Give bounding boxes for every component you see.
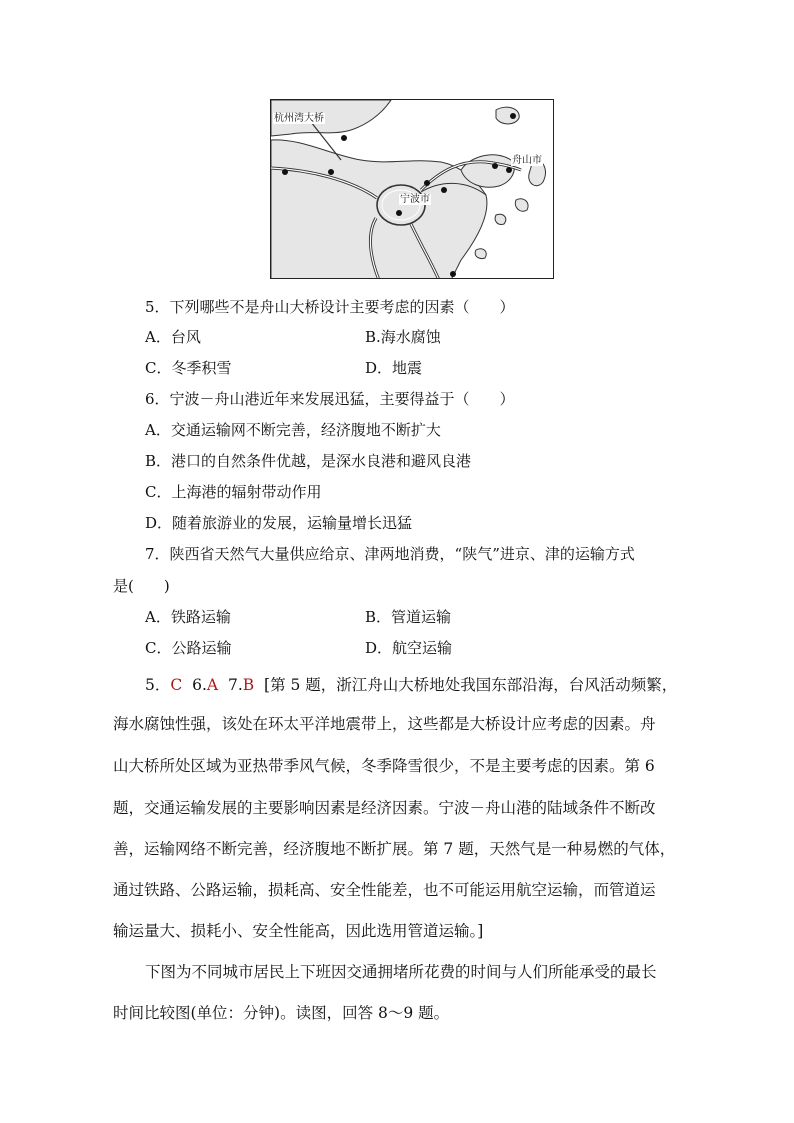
answer-key-6: A xyxy=(206,676,219,694)
explanation-line1: [第 5 题，浙江舟山大桥地处我国东部沿海，台风活动频繁， xyxy=(264,676,678,694)
explanation-line5: 善，运输网络不断完善，经济腹地不断扩展。第 7 题，天然气是一种易燃的气体， xyxy=(113,840,676,858)
q7-option-c: C．公路运输 xyxy=(145,639,232,657)
q6-option-c: C．上海港的辐射带动作用 xyxy=(145,483,322,501)
answer-number-5: 5． xyxy=(145,676,171,694)
q5-stem: 5．下列哪些不是舟山大桥设计主要考虑的因素（ ） xyxy=(145,298,515,316)
map-label-ningbo: 宁波市 xyxy=(400,194,430,205)
q6-option-b: B．港口的自然条件优越，是深水良港和避风良港 xyxy=(145,452,472,470)
zhoushan-ningbo-map xyxy=(270,99,554,279)
map-label-zhoushan: 舟山市 xyxy=(512,155,542,166)
answer-number-7: 7. xyxy=(227,676,243,694)
explanation-line2: 海水腐蚀性强，该处在环太平洋地震带上，这些都是大桥设计应考虑的因素。舟 xyxy=(113,715,656,733)
q7-stem-line1: 7．陕西省天然气大量供应给京、津两地消费，“陕气”进京、津的运输方式 xyxy=(145,545,635,563)
intro-line1: 下图为不同城市居民上下班因交通拥堵所花费的时间与人们所能承受的最长 xyxy=(145,963,657,981)
q7-option-a: A．铁路运输 xyxy=(145,608,231,626)
q5-option-d: D．地震 xyxy=(365,359,423,377)
q7-option-d: D．航空运输 xyxy=(365,639,453,657)
explanation-line7: 输运量大、损耗小、安全性能高，因此选用管道运输。] xyxy=(113,922,484,940)
q5-option-b: B.海水腐蚀 xyxy=(365,328,441,346)
intro-line2: 时间比较图(单位：分钟)。读图，回答 8～9 题。 xyxy=(113,1004,450,1022)
explanation-line3: 山大桥所处区域为亚热带季风气候，冬季降雪很少，不是主要考虑的因素。第 6 xyxy=(113,757,655,775)
answer-key-7: B xyxy=(242,676,255,694)
explanation-line6: 通过铁路、公路运输，损耗高、安全性能差，也不可能运用航空运输，而管道运 xyxy=(113,881,656,899)
q7-stem-line2: 是( ) xyxy=(113,577,170,595)
q7-option-b: B．管道运输 xyxy=(365,608,452,626)
q6-option-d: D．随着旅游业的发展，运输量增长迅猛 xyxy=(145,514,413,532)
answer-number-6: 6. xyxy=(192,676,207,694)
map-label-hangzhou-bay-bridge: 杭州湾大桥 xyxy=(274,113,324,124)
q5-option-a: A．台风 xyxy=(145,328,201,346)
q5-option-c: C．冬季积雪 xyxy=(145,359,232,377)
answer-line1 xyxy=(145,673,677,695)
map-drawing xyxy=(271,100,554,279)
explanation-line4: 题，交通运输发展的主要影响因素是经济因素。宁波－舟山港的陆域条件不断改 xyxy=(113,799,656,817)
q6-option-a: A．交通运输网不断完善，经济腹地不断扩大 xyxy=(145,421,441,439)
answer-key-5: C xyxy=(170,676,183,694)
q6-stem: 6．宁波－舟山港近年来发展迅猛，主要得益于（ ） xyxy=(145,390,515,408)
